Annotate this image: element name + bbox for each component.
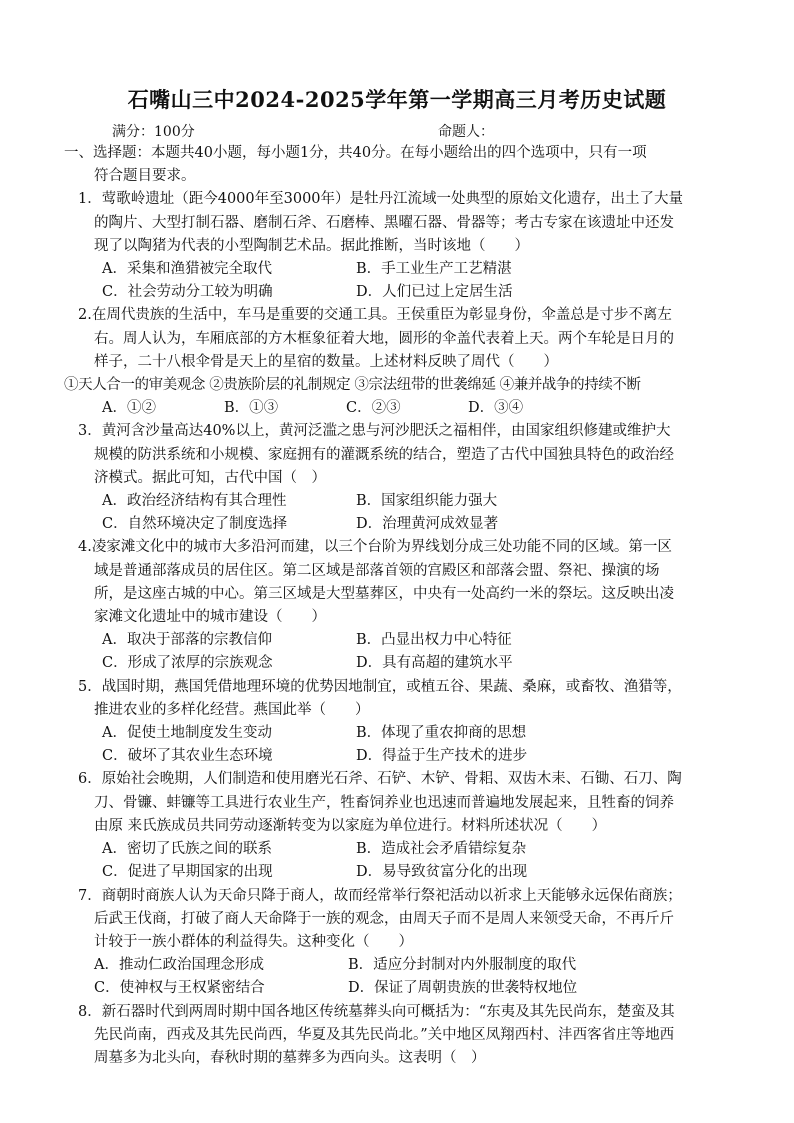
question-stem: 后武王伐商，打破了商人天命降于一族的观念，由周天子而不是周人来领受天命，不再斤斤 <box>94 910 674 927</box>
option-d: D．③④ <box>468 400 524 417</box>
question-stem: 右。周人认为，车厢底部的方木框象征着大地，圆形的伞盖代表着上天。两个车轮是日月的 <box>94 330 674 347</box>
exam-content <box>64 142 728 1070</box>
question-stem: 现了以陶猪为代表的小型陶制艺术品。据此推断，当时该地（ ） <box>94 237 529 254</box>
question-stem: 5．战国时期，燕国凭借地理环境的优势因地制宜，或植五谷、果蔬、桑麻，或畜牧、渔猎等， <box>78 678 682 695</box>
question-stem: 刀、骨镰、蚌镰等工具进行农业生产，牲畜饲养业也迅速而普遍地发展起来，且牲畜的饲养 <box>94 794 674 811</box>
option-c: C．自然环境决定了制度选择 <box>102 516 288 533</box>
option-a: A．促使土地制度发生变动 <box>102 725 272 742</box>
option-a: A．政治经济结构有其合理性 <box>102 493 287 510</box>
question-stem: 由原 来氏族成员共同劳动逐渐转变为以家庭为单位进行。材料所述状况（ ） <box>94 817 607 834</box>
question-stem: 2.在周代贵族的生活中，车马是重要的交通工具。王侯重臣为彰显身份，伞盖总是寸步不离左 <box>78 307 672 324</box>
option-d: D．人们已过上定居生活 <box>356 284 513 301</box>
page-title: 石嘴山三中2024-2025学年第一学期高三月考历史试题 <box>127 87 667 112</box>
question-3 <box>78 420 728 536</box>
option-d: D．治理黄河成效显著 <box>356 516 499 533</box>
question-stem: 6．原始社会晚期，人们制造和使用磨光石斧、石铲、木铲、骨耜、双齿木耒、石锄、石刀、陶 <box>78 771 682 788</box>
option-a: A．①② <box>102 400 156 417</box>
question-stem: 先民尚南，西戎及其先民尚西，华夏及其先民尚北。”关中地区凤翔西村、沣西客省庄等地西 <box>94 1026 675 1043</box>
option-a: A．密切了氏族之间的联系 <box>102 841 272 858</box>
question-stem: 样子，二十八根伞骨是天上的星宿的数量。上述材料反映了周代（ ） <box>94 353 558 370</box>
question-stem: 3．黄河含沙量高达40%以上，黄河泛滥之患与河沙肥沃之福相伴，由国家组织修建或维护大 <box>78 423 671 440</box>
option-b: B．适应分封制对内外服制度的取代 <box>348 957 577 974</box>
option-a: A．推动仁政治国理念形成 <box>94 957 264 974</box>
score-label: 满分：100分 <box>112 124 195 140</box>
option-c: C．破坏了其农业生态环境 <box>102 748 273 765</box>
question-5 <box>78 676 728 769</box>
option-c: C．使神权与王权紧密结合 <box>94 980 265 997</box>
question-2 <box>64 304 728 420</box>
option-d: D．保证了周朝贵族的世袭特权地位 <box>348 980 578 997</box>
question-7 <box>78 885 728 1001</box>
section-heading: 一、选择题：本题共40小题，每小题1分，共40分。在每小题给出的四个选项中，只有一项 <box>64 145 647 161</box>
option-d: D．易导致贫富分化的出现 <box>356 864 528 881</box>
author-label: 命题人： <box>438 124 494 140</box>
option-a: A．采集和渔猎被完全取代 <box>102 261 272 278</box>
option-b: B．国家组织能力强大 <box>356 493 498 510</box>
question-stem: 计较于一族小群体的利益得失。这种变化（ ） <box>94 933 413 950</box>
option-b: B．造成社会矛盾错综复杂 <box>356 841 527 858</box>
question-stem: 的陶片、大型打制石器、磨制石斧、石磨棒、黑曜石器、骨器等；考古专家在该遗址中还发 <box>94 214 674 231</box>
option-b: B．①③ <box>224 400 279 417</box>
section-heading-cont: 符合题目要求。 <box>94 168 196 185</box>
question-stem: 所，是这座古城的中心。第三区域是大型墓葬区，中央有一处高约一米的祭坛。这反映出凌 <box>94 585 674 602</box>
option-b: B．手工业生产工艺精湛 <box>356 261 512 278</box>
question-stem: 规模的防洪系统和小规模、家庭拥有的灌溉系统的结合，塑造了古代中国独具特色的政治经 <box>94 446 674 463</box>
option-c: C．②③ <box>346 400 401 417</box>
question-stem: 1．莺歌岭遗址（距今4000年至3000年）是牡丹江流域一处典型的原始文化遗存，出土了大量 <box>78 191 684 208</box>
question-stem: 7．商朝时商族人认为天命只降于商人，故而经常举行祭祀活动以祈求上天能够永远保佑商族； <box>78 887 682 904</box>
question-6 <box>78 768 728 884</box>
option-d: D．具有高超的建筑水平 <box>356 655 513 672</box>
question-stem: 济模式。据此可知，古代中国（ ） <box>94 469 326 486</box>
option-d: D．得益于生产技术的进步 <box>356 748 528 765</box>
question-stem: 8．新石器时代到两周时期中国各地区传统墓葬头向可概括为：“东夷及其先民尚东，楚蛮及其 <box>78 1003 675 1020</box>
question-stem: 家滩文化遗址中的城市建设（ ） <box>94 609 326 626</box>
question-stem: 4.凌家滩文化中的城市大多沿河而建，以三个台阶为界线划分成三处功能不同的区域。第一区 <box>78 539 672 556</box>
question-8 <box>78 1001 728 1071</box>
question-1 <box>78 188 728 304</box>
question-stem: 推进农业的多样化经营。燕国此举（ ） <box>94 701 370 718</box>
option-c: C．促进了早期国家的出现 <box>102 864 273 881</box>
option-a: A．取决于部落的宗教信仰 <box>102 632 272 649</box>
option-b: B．凸显出权力中心特征 <box>356 632 512 649</box>
question-stem: 域是普通部落成员的居住区。第二区域是部落首领的宫殿区和部落会盟、祭祀、操演的场 <box>94 562 660 579</box>
option-c: C．形成了浓厚的宗族观念 <box>102 655 273 672</box>
question-4 <box>78 536 728 675</box>
option-b: B．体现了重农抑商的思想 <box>356 725 527 742</box>
question-statements: ①天人合一的审美观念 ②贵族阶层的礼制规定 ③宗法纽带的世袭绵延 ④兼并战争的持续不断 <box>64 377 641 394</box>
question-stem: 周墓多为北头向，春秋时期的墓葬多为西向头。这表明（ ） <box>94 1049 486 1066</box>
option-c: C．社会劳动分工较为明确 <box>102 284 273 301</box>
